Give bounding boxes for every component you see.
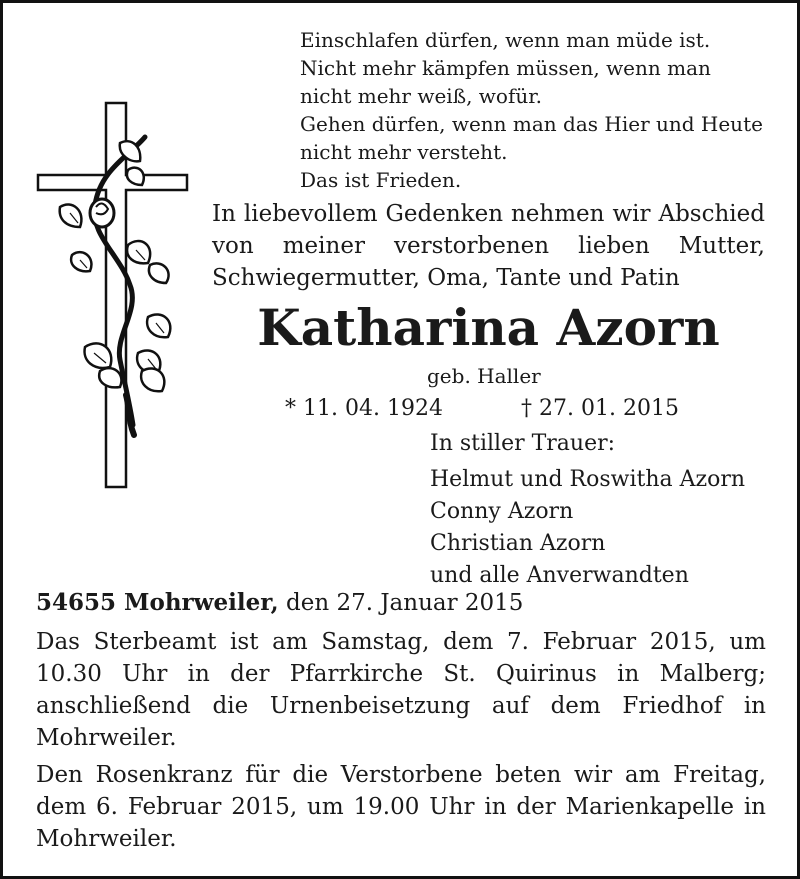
intro-line: Schwiegermutter, Oma, Tante und Patin (212, 265, 680, 291)
paragraph-line: Das Sterbeamt ist am Samstag, dem 7. Februar 2015, um (36, 629, 766, 655)
intro-line: von meiner verstorbenen lieben Mutter, (212, 233, 765, 259)
paragraph-line: 10.30 Uhr in der Pfarrkirche St. Quirinus in Malberg; (36, 661, 766, 687)
birth-date: * 11. 04. 1924 (285, 396, 443, 421)
death-date: † 27. 01. 2015 (521, 396, 679, 421)
funeral-paragraph (36, 626, 766, 754)
intro-text (212, 198, 765, 294)
paragraph-line: Den Rosenkranz für die Verstorbene beten wir am Freitag, (36, 762, 766, 788)
poem-line: Das ist Frieden. (300, 168, 462, 192)
poem-line: nicht mehr weiß, wofür. (300, 84, 542, 108)
poem-line: nicht mehr versteht. (300, 140, 508, 164)
date: den 27. Januar 2015 (278, 590, 524, 616)
mourner-name: Christian Azorn (430, 531, 606, 556)
paragraph-line: anschließend die Urnenbeisetzung auf dem Friedhof in (36, 693, 766, 719)
mourners-heading: In stiller Trauer: (430, 431, 616, 456)
poem-line: Nicht mehr kämpfen müssen, wenn man (300, 56, 711, 80)
place-date-line (36, 589, 523, 616)
maiden-name: geb. Haller (427, 364, 541, 388)
poem-line: Einschlafen dürfen, wenn man müde ist. (300, 28, 711, 52)
place: 54655 Mohrweiler, (36, 589, 279, 616)
paragraph-line: dem 6. Februar 2015, um 19.00 Uhr in der Marienkapelle in (36, 794, 766, 820)
poem-line: Gehen dürfen, wenn man das Hier und Heute (300, 112, 763, 136)
paragraph-line: Mohrweiler. (36, 725, 177, 751)
mourner-name: Helmut und Roswitha Azorn (430, 467, 746, 492)
paragraph-line: Mohrweiler. (36, 826, 177, 852)
cross-with-vine-icon (30, 95, 195, 495)
rosary-paragraph (36, 759, 766, 855)
deceased-name: Katharina Azorn (257, 298, 720, 357)
mourners-block (430, 428, 745, 592)
poem (300, 26, 763, 194)
mourner-name: Conny Azorn (430, 499, 574, 524)
mourner-name: und alle Anverwandten (430, 563, 689, 588)
intro-line: In liebevollem Gedenken nehmen wir Abschied (212, 201, 765, 227)
